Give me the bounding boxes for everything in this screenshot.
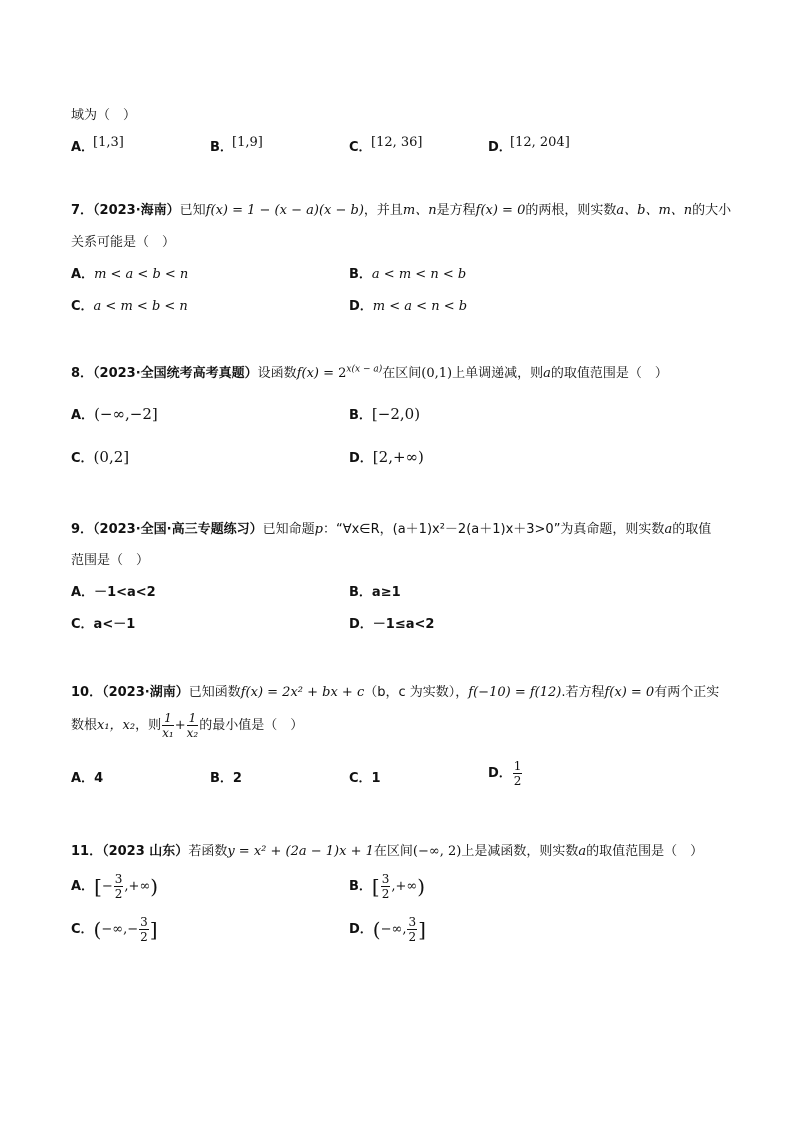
option-label: D． [349,299,373,314]
interval-rest: ,+∞ [391,879,418,894]
q10-stem-line2 [71,712,303,739]
q8-base: 2 [338,366,347,381]
q7-option-c [71,295,188,314]
bracket-open: [ [371,874,380,899]
numerator: 1 [164,711,172,725]
q8-text: 设函数 [257,366,297,381]
q8-exponent: x(x − a) [346,364,383,375]
option-label: B． [349,408,372,423]
q7-option-a [71,263,188,282]
q9-a: a [664,522,673,537]
q9-option-c [71,613,135,632]
option-label: A． [71,408,95,423]
option-label: D． [349,617,373,632]
bracket-open: [ [94,874,102,899]
option-label: B． [349,585,372,600]
denominator: 2 [513,774,522,788]
q7-option-b [349,263,466,282]
q8-interval: (0,1) [421,366,453,381]
q7-stem-line1 [71,199,731,218]
fraction [139,916,149,943]
q7-stem-line2: 关系可能是（ ） [71,235,176,250]
numerator: 3 [381,872,390,886]
q7-number: 7． [71,203,94,218]
q11-option-a [71,873,158,900]
q6-option-c-value: [12, 36] [371,135,423,150]
q9-p: p [314,522,323,537]
numerator: 3 [140,915,148,929]
q8-option-b [349,404,420,423]
q10-option-d [488,760,523,787]
option-value: (0,2] [93,448,130,466]
q11-option-c [71,916,158,943]
q7-roots: m、n [402,203,437,218]
q8-number: 8． [71,366,94,381]
option-value: m < a < n < b [372,299,468,314]
q8-option-a [71,404,158,423]
option-label: A． [71,879,95,894]
q11-a: a [578,844,587,859]
bracket-close: ) [150,874,159,899]
q10-fraction-1 [162,712,174,739]
q10-fraction-2 [187,712,199,739]
q9-option-a [71,581,156,600]
option-label: C． [71,617,94,632]
option-value: a≥1 [371,585,401,600]
option-label: A． [71,267,95,282]
q10-option-c [349,767,381,786]
bracket-close: ] [149,917,158,942]
q10-text: 有两个正实 [654,685,720,700]
q6-option-c-label: C． [349,140,372,155]
option-label: C． [71,451,94,466]
option-value: [−2,0) [371,405,421,423]
q11-text: 若函数 [188,844,228,859]
q9-source: （2023·全国·高三专题练习） [93,522,263,537]
option-label: C． [71,922,94,937]
option-value: a<－1 [93,617,136,632]
numerator: 1 [513,759,522,773]
option-value: (−∞,−2] [94,405,158,423]
q11-option-b [349,873,425,900]
q10-option-d-fraction [513,760,523,787]
numerator: 3 [408,915,417,929]
option-value: 2 [232,771,242,786]
q10-text: 的最小值是（ ） [199,718,304,733]
bracket-open: ( [93,917,102,942]
q6-option-a-label: A． [71,140,95,155]
q8-option-c [71,447,129,466]
q7-text: ，并且 [363,203,403,218]
q7-text: 的两根，则实数 [525,203,617,218]
option-value: －1≤a<2 [372,617,435,632]
q6-tail: 域为（ ） [71,108,137,123]
option-label: B． [210,771,233,786]
bracket-close: ) [417,874,426,899]
q8-text: 在区间 [382,366,422,381]
q7-text: 已知 [179,203,206,218]
q10-text: 已知函数 [188,685,241,700]
option-label: A． [71,585,95,600]
q6-option-d-value: [12, 204] [510,135,570,150]
option-value: [2,+∞) [372,448,424,466]
fraction [381,873,391,900]
q11-text: 在区间 [373,844,413,859]
q9-text: 的取值 [672,522,712,537]
numerator: 1 [188,711,197,725]
q10-roots: x₁，x₂ [97,718,136,733]
option-value: 4 [94,771,104,786]
q8-a: a [543,366,551,381]
denominator: 2 [140,930,148,944]
interval-start: −∞,− [101,922,139,937]
q6-option-d-label: D． [488,140,512,155]
q10-text: ，则 [135,718,162,733]
q10-number: 10． [71,685,103,700]
plus-sign: + [174,718,186,733]
denominator: 2 [408,930,417,944]
q11-stem [71,840,703,859]
option-value: －1<a<2 [94,585,156,600]
q8-stem [71,362,668,381]
q6-option-b-label: B． [210,140,233,155]
q8-source: （2023·全国统考高考真题） [93,366,258,381]
interval-start: −∞, [380,922,407,937]
option-label: D． [349,922,373,937]
q11-function: y = x² + (2a − 1)x + 1 [227,844,374,859]
q10-text: （b，c 为实数）， [364,685,469,700]
q9-text: 已知命题 [262,522,315,537]
denominator: 2 [381,887,390,901]
q6-option-b-value: [1,9] [232,135,263,150]
q10-condition: f(−10) = f(12) [468,685,562,700]
q7-text: 是方程 [436,203,476,218]
q9-number: 9． [71,522,94,537]
option-label: B． [349,267,372,282]
q8-text: 上单调递减，则 [452,366,544,381]
q6-option-a-value: [1,3] [93,135,124,150]
q11-source: （2023 山东） [102,844,189,859]
q7-variables: a、b、m、n [616,203,693,218]
q10-text: 数根 [71,718,98,733]
q9-stem-line1 [71,518,711,537]
option-label: B． [349,879,372,894]
option-value: m < a < b < n [94,267,189,282]
option-label: D． [488,766,512,781]
denominator: x₁ [162,726,174,740]
q11-text: 的取值范围是（ ） [586,844,704,859]
q7-option-d [349,295,467,314]
q8-option-d [349,447,424,466]
q8-fx: f(x) = [296,366,334,381]
q10-option-a [71,767,103,786]
q9-option-b [349,581,401,600]
q7-function: f(x) = 1 − (x − a)(x − b) [205,203,364,218]
q11-option-d [349,916,426,943]
q11-number: 11． [71,844,103,859]
option-value: a < m < b < n [93,299,188,314]
option-label: C． [71,299,94,314]
q11-text: 上是减函数，则实数 [461,844,579,859]
q7-text: 的大小 [692,203,732,218]
option-label: A． [71,771,95,786]
denominator: x₂ [186,726,199,740]
option-value: a < m < n < b [371,267,467,282]
q9-proposition: ：“∀x∈R，(a＋1)x²－2(a＋1)x＋3>0”为真命题，则实数 [322,522,665,537]
option-label: C． [349,771,372,786]
q10-equation: f(x) = 0 [604,685,655,700]
q10-stem-line1 [71,681,719,700]
sign: − [101,879,113,894]
bracket-open: ( [372,917,381,942]
q8-text: 的取值范围是（ ） [550,366,668,381]
q10-source: （2023·湖南） [102,685,189,700]
q10-option-b [210,767,242,786]
q7-equation: f(x) = 0 [475,203,526,218]
q10-function: f(x) = 2x² + bx + c [240,685,365,700]
interval-rest: ,+∞ [124,879,151,894]
fraction [407,916,417,943]
q7-source: （2023·海南） [93,203,180,218]
bracket-close: ] [418,917,426,942]
option-label: D． [349,451,373,466]
q10-text: .若方程 [561,685,605,700]
q9-option-d [349,613,434,632]
q11-interval: (−∞, 2) [412,844,462,859]
numerator: 3 [114,872,123,886]
denominator: 2 [114,887,123,901]
q9-stem-line2: 范围是（ ） [71,553,150,568]
option-value: 1 [371,771,381,786]
fraction [114,873,124,900]
